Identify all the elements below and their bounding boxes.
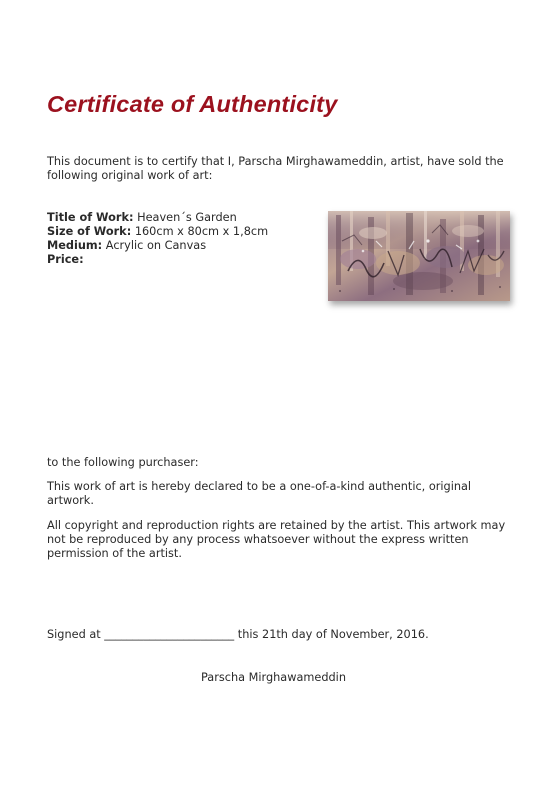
title-of-work-label: Title of Work: [47, 211, 134, 224]
size-of-work-value: 160cm x 80cm x 1,8cm [134, 225, 269, 238]
signature-name: Parscha Mirghawameddin [201, 671, 346, 684]
medium-row [47, 239, 317, 253]
artwork-details [47, 211, 317, 267]
certificate-title: Certificate of Authenticity [47, 91, 338, 117]
signed-line: Signed at _______________________ this 21th day of November, 2016. [47, 628, 429, 641]
artwork-image [328, 211, 510, 301]
size-of-work-label: Size of Work: [47, 225, 132, 238]
title-of-work-row [47, 211, 317, 225]
title-of-work-value: Heaven´s Garden [137, 211, 237, 224]
abstract-painting-image [328, 211, 510, 301]
declaration-paragraph: This work of art is hereby declared to be a one-of-a-kind authentic, original artwork. [47, 480, 472, 507]
copyright-paragraph: All copyright and reproduction rights are retained by the artist. This artwork may not be reproduced by any process whatsoever without the express written permission of the artist. [47, 519, 506, 560]
price-label: Price: [47, 253, 84, 266]
purchaser-line: to the following purchaser: [47, 456, 199, 469]
medium-value: Acrylic on Canvas [105, 239, 207, 252]
size-of-work-row [47, 225, 317, 239]
medium-label: Medium: [47, 239, 103, 252]
price-row [47, 253, 317, 267]
intro-paragraph: This document is to certify that I, Parscha Mirghawameddin, artist, have sold the following original work of art: [47, 155, 504, 182]
